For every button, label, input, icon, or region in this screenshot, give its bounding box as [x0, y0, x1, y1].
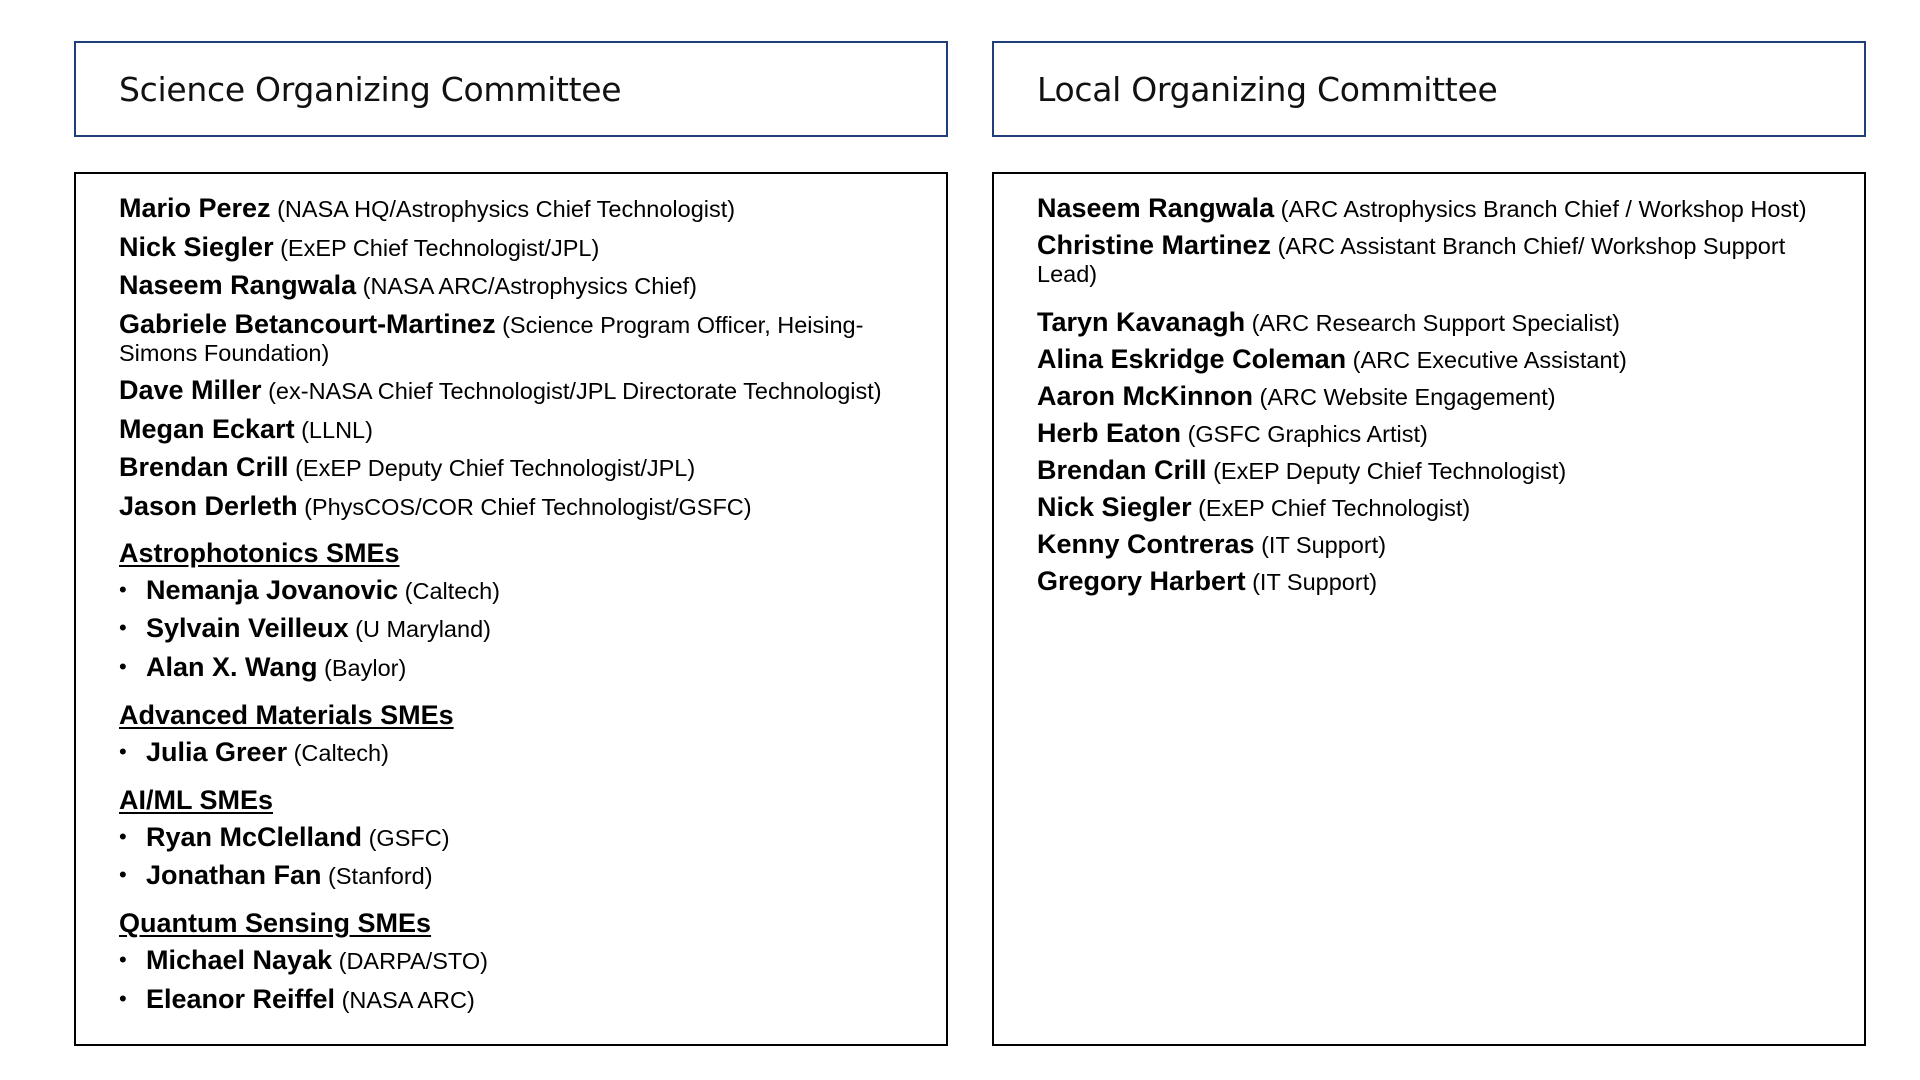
member-role: (ARC Website Engagement) — [1259, 384, 1556, 410]
member-name: Ryan McClelland — [146, 821, 363, 852]
member-role: (ExEP Chief Technologist/JPL) — [280, 234, 600, 261]
member-role: (U Maryland) — [355, 616, 491, 642]
section-heading-ai-ml: AI/ML SMEs — [119, 784, 274, 815]
member-name: Nemanja Jovanovic — [146, 574, 399, 605]
member-role: (GSFC) — [368, 824, 450, 851]
member-name: Jonathan Fan — [146, 860, 322, 890]
member-name: Taryn Kavanagh — [1037, 307, 1246, 337]
soc-title: Science Organizing Committee — [119, 69, 622, 109]
list-item — [119, 984, 920, 1015]
member-role: (Caltech) — [404, 577, 500, 604]
loc-title: Local Organizing Committee — [1037, 69, 1498, 109]
member-name: Gregory Harbert — [1037, 566, 1246, 596]
member-name: Kenny Contreras — [1037, 529, 1255, 559]
list-item — [119, 575, 920, 606]
member-entry — [119, 453, 920, 482]
list-item — [119, 945, 920, 976]
member-role: (IT Support) — [1261, 532, 1387, 558]
loc-member-list — [992, 172, 1866, 1046]
member-entry — [1037, 493, 1838, 522]
list-item — [119, 860, 920, 891]
member-name: Sylvain Veilleux — [146, 613, 349, 643]
bullet-icon: • — [119, 738, 127, 764]
bullet-icon: • — [119, 615, 127, 640]
member-name: Brendan Crill — [119, 452, 289, 482]
member-role: (NASA HQ/Astrophysics Chief Technologist) — [277, 196, 736, 222]
list-item — [119, 737, 920, 768]
member-role: (DARPA/STO) — [338, 948, 488, 974]
member-role: (IT Support) — [1252, 569, 1378, 595]
member-role: (Stanford) — [328, 863, 433, 889]
member-entry — [1037, 308, 1838, 337]
member-entry — [1037, 345, 1838, 374]
member-entry — [1037, 567, 1838, 596]
member-name: Nick Siegler — [1037, 492, 1192, 522]
bullet-icon: • — [119, 947, 127, 972]
member-entry — [1037, 382, 1838, 411]
member-entry — [1037, 419, 1838, 448]
member-name: Dave Miller — [119, 375, 262, 405]
member-name: Alan X. Wang — [146, 651, 318, 682]
member-role: (ARC Executive Assistant) — [1352, 347, 1627, 373]
member-name: Naseem Rangwala — [119, 270, 357, 300]
member-role: (PhysCOS/COR Chief Technologist/GSFC) — [304, 493, 752, 520]
member-name: Herb Eaton — [1037, 418, 1182, 448]
member-name: Nick Siegler — [119, 231, 274, 262]
member-role: (ARC Research Support Specialist) — [1251, 310, 1620, 336]
member-role: (ExEP Deputy Chief Technologist) — [1213, 458, 1567, 484]
member-role: (ex-NASA Chief Technologist/JPL Directorate Technologist) — [268, 378, 882, 404]
member-name: Alina Eskridge Coleman — [1037, 344, 1347, 374]
member-name: Julia Greer — [146, 736, 288, 767]
soc-member-list — [74, 172, 948, 1046]
member-name: Gabriele Betancourt-Martinez — [119, 308, 496, 339]
member-entry — [1037, 231, 1838, 288]
member-role: (ExEP Chief Technologist) — [1198, 495, 1471, 521]
list-item — [119, 613, 920, 644]
loc-header-box — [992, 41, 1866, 137]
member-entry — [1037, 456, 1838, 485]
member-name: Michael Nayak — [146, 945, 333, 975]
member-entry — [119, 492, 920, 521]
member-role: (NASA ARC) — [341, 986, 475, 1013]
bullet-icon: • — [119, 653, 127, 679]
member-entry — [119, 376, 920, 405]
section-heading-advanced-materials: Advanced Materials SMEs — [119, 699, 454, 730]
member-name: Brendan Crill — [1037, 455, 1207, 485]
member-role: (Baylor) — [324, 654, 407, 681]
member-entry — [1037, 530, 1838, 559]
member-role: (Caltech) — [293, 739, 389, 766]
member-entry — [119, 271, 920, 300]
member-role: (Science Program Officer, Heising-Simons Foundation) — [119, 311, 864, 366]
member-role: (NASA ARC/Astrophysics Chief) — [362, 273, 697, 299]
member-name: Aaron McKinnon — [1037, 381, 1253, 411]
member-role: (ARC Assistant Branch Chief/ Workshop Support Lead) — [1037, 233, 1786, 287]
member-role: (LLNL) — [301, 416, 373, 443]
member-name: Mario Perez — [119, 193, 271, 223]
member-entry — [119, 233, 920, 262]
list-item — [119, 652, 920, 683]
member-entry — [119, 194, 920, 223]
member-name: Christine Martinez — [1037, 230, 1272, 260]
section-heading-astrophotonics: Astrophotonics SMEs — [119, 537, 400, 568]
member-entry — [1037, 194, 1838, 223]
list-item — [119, 822, 920, 853]
member-role: (ARC Astrophysics Branch Chief / Workshop Host) — [1280, 196, 1807, 222]
soc-header-box — [74, 41, 948, 137]
bullet-icon: • — [119, 985, 127, 1011]
bullet-icon: • — [119, 823, 127, 849]
section-heading-quantum-sensing: Quantum Sensing SMEs — [119, 908, 432, 938]
member-entry — [119, 310, 920, 367]
member-entry — [119, 415, 920, 444]
member-name: Eleanor Reiffel — [146, 983, 336, 1014]
bullet-icon: • — [119, 576, 127, 602]
member-role: (ExEP Deputy Chief Technologist/JPL) — [295, 455, 696, 481]
member-name: Megan Eckart — [119, 413, 295, 444]
bullet-icon: • — [119, 862, 127, 887]
member-role: (GSFC Graphics Artist) — [1187, 421, 1428, 447]
member-name: Naseem Rangwala — [1037, 193, 1275, 223]
member-name: Jason Derleth — [119, 490, 298, 521]
